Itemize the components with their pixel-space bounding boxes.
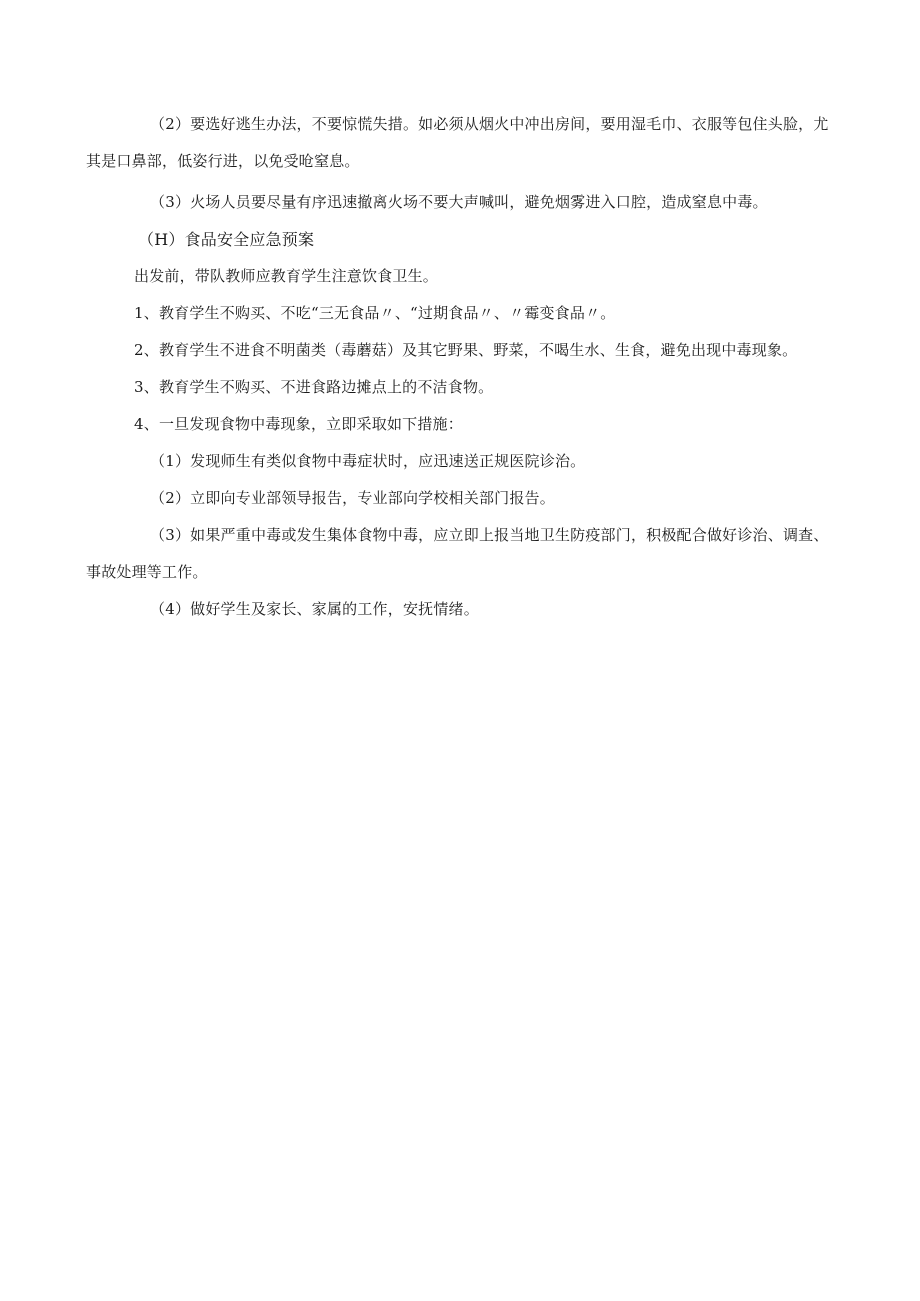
- list-item-1: 1、教育学生不购买、不吃“三无食品〃、“过期食品〃、〃霉变食品〃。: [134, 304, 616, 322]
- list-item-2: 2、教育学生不进食不明菌类（毒蘑菇）及其它野果、野菜，不喝生水、生食，避免出现中毒现象。: [134, 341, 798, 359]
- paragraph-escape-method: （2）要选好逃生办法，不要惊慌失措。如必须从烟火中冲出房间，要用湿毛巾、衣服等包住头脸，尤其是口鼻部，低姿行进，以免受呛窒息。: [86, 115, 829, 170]
- paragraph-before-departure: 出发前，带队教师应教育学生注意饮食卫生。: [134, 267, 439, 285]
- list-item-4: 4、一旦发现食物中毒现象，立即采取如下措施：: [134, 415, 463, 433]
- document-body: [86, 106, 836, 628]
- sub-item-3: （3）如果严重中毒或发生集体食物中毒，应立即上报当地卫生防疫部门，积极配合做好诊治、调查、事故处理等工作。: [86, 526, 829, 581]
- section-heading-food-safety: （H）食品安全应急预案: [138, 230, 315, 249]
- paragraph-orderly-evacuation: （3）火场人员要尽量有序迅速撤离火场不要大声喊叫，避免烟雾进入口腔，造成窒息中毒。: [150, 193, 768, 211]
- sub-item-1: （1）发现师生有类似食物中毒症状时，应迅速送正规医院诊治。: [150, 452, 586, 470]
- sub-item-2: （2）立即向专业部领导报告，专业部向学校相关部门报告。: [150, 489, 555, 507]
- list-item-3: 3、教育学生不购买、不进食路边摊点上的不洁食物。: [134, 378, 494, 396]
- sub-item-4: （4）做好学生及家长、家属的工作，安抚情绪。: [150, 600, 479, 618]
